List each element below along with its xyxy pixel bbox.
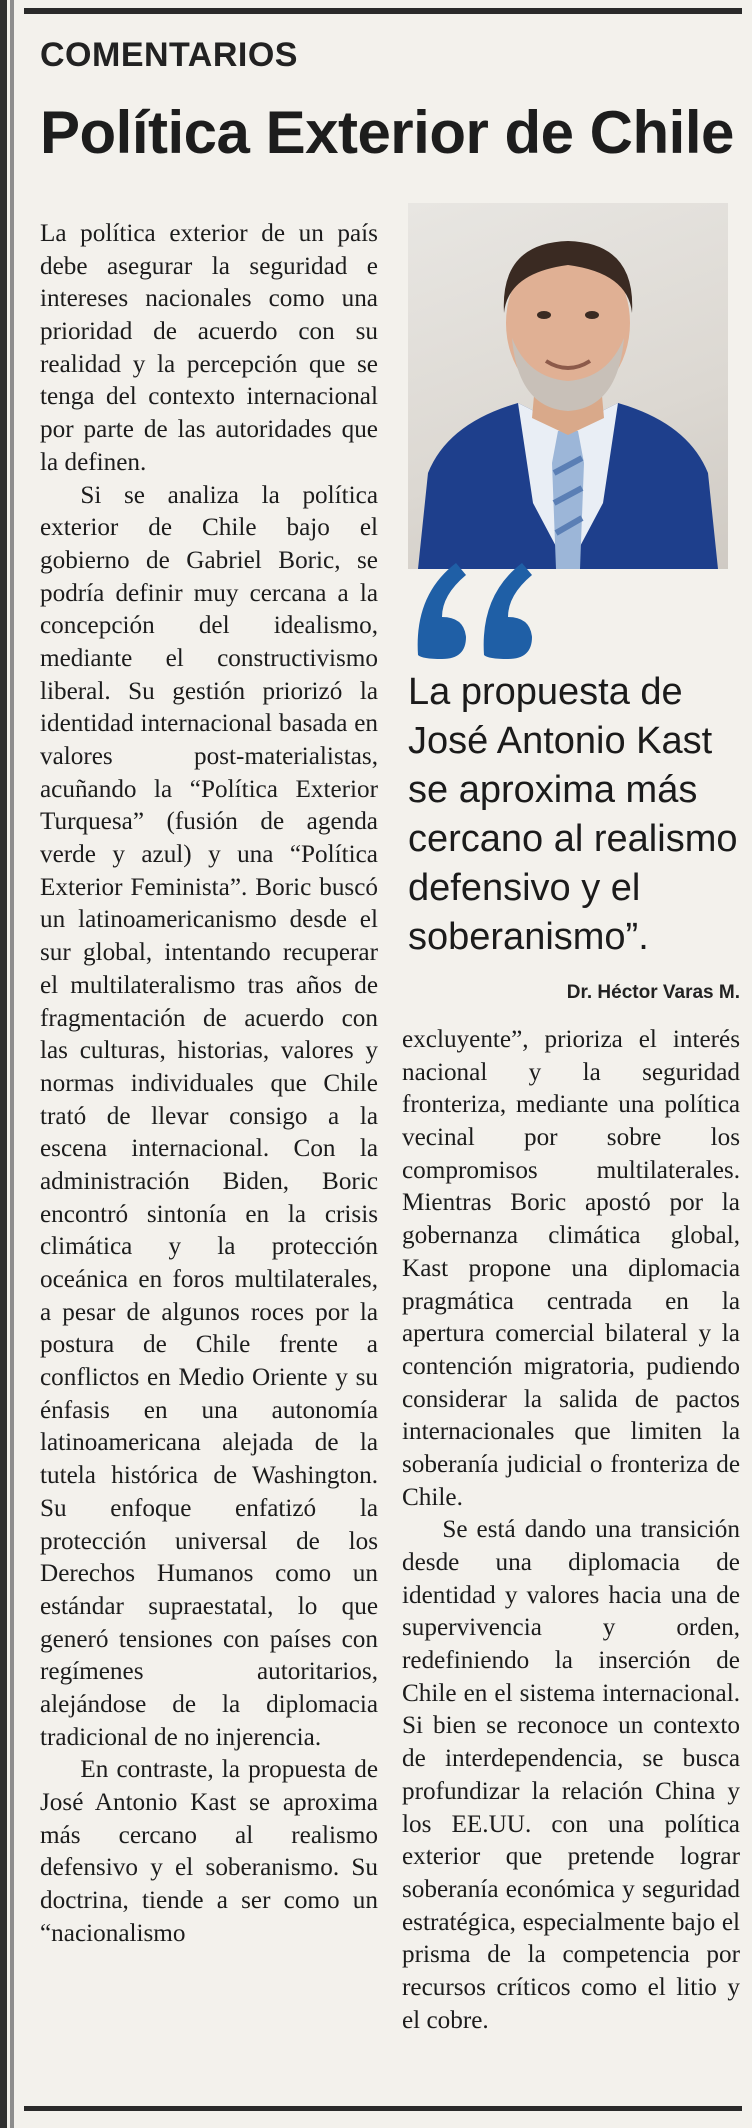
paragraph: En contraste, la propuesta de José Antonio Kast se aproxima más cercano al realismo defensivo y el soberanismo. Su doctrina, tiende a ser como un “nacionalismo bbox=[40, 1756, 378, 1947]
paragraph: Se está dando una transición desde una diplomacia de identidad y valores hacia una de supervivencia y orden, redefiniendo la inserción de Chile en el sistema internacional. Si bien se reconoce un contexto de interdependencia, se busca profundizar la relación China y los EE.UU. con una política exterior que pretende lograr soberanía económica y seguridad estratégica, especialmente bajo el prisma de la competencia por recursos críticos como el litio y el cobre. bbox=[402, 1516, 740, 2034]
page-edge-rule bbox=[0, 0, 7, 2128]
author-byline: Dr. Héctor Varas M. bbox=[566, 982, 740, 1003]
page-title: Política Exterior de Chile bbox=[40, 99, 734, 166]
article-column-left bbox=[40, 218, 378, 2108]
paragraph: Si se analiza la política exterior de Chile bajo el gobierno de Gabriel Boric, se podría definir muy cercana a la concepción del idealismo, mediante el constructivismo liberal. Su gestión priorizó la identidad internacional basada en valores post-materialistas, acuñando la “Política Exterior Turquesa” (fusión de agenda verde y azul) y una “Política Exterior Feminista”. Boric buscó un latinoamericanismo desde el sur global, intentando recuperar el multilateralismo tras años de fragmentación de acuerdo con las culturas, historias, valores y normas individuales que Chile trató de llevar consigo a la escena internacional. Con la administración Biden, Boric encontró sintonía en la crisis climática y la protección oceánica en foros multilaterales, a pesar de algunos roces por la postura de Chile frente a conflictos en Medio Oriente y su énfasis en una autonomía latinoamericana alejada de la tutela histórica de Washington. Su enfoque enfatizó la protección universal de los Derechos Humanos como un estándar supraestatal, lo que generó tensiones con países con regímenes autoritarios, alejándose de la diplomacia tradicional de no injerencia. bbox=[40, 481, 378, 1751]
paragraph: La política exterior de un país debe asegurar la seguridad e intereses nacionales como una prioridad de acuerdo con su realidad y la percepción que se tenga del contexto internacional por parte de las autoridades que la definen. bbox=[40, 220, 378, 476]
author-photo bbox=[408, 203, 728, 569]
quote-mark-icon bbox=[412, 555, 542, 665]
pull-quote: La propuesta de José Antonio Kast se aproxima más cercano al realismo defensivo y el soberanismo”. bbox=[408, 671, 738, 959]
bottom-divider bbox=[24, 2106, 742, 2111]
top-divider bbox=[24, 8, 742, 14]
column-rule bbox=[10, 0, 14, 2128]
article-column-right bbox=[402, 1024, 740, 2114]
portrait-illustration bbox=[408, 203, 728, 569]
paragraph: excluyente”, prioriza el interés nacional y la seguridad fronteriza, mediante una política vecinal por sobre los compromisos multilaterales. Mientras Boric apostó por la gobernanza climática global, Kast propone una diplomacia pragmática centrada en la apertura comercial bilateral y la contención migratoria, pudiendo considerar la salida de pactos internacionales que limiten la soberanía judicial o fronteriza de Chile. bbox=[402, 1026, 740, 1511]
section-label: COMENTARIOS bbox=[40, 36, 298, 74]
